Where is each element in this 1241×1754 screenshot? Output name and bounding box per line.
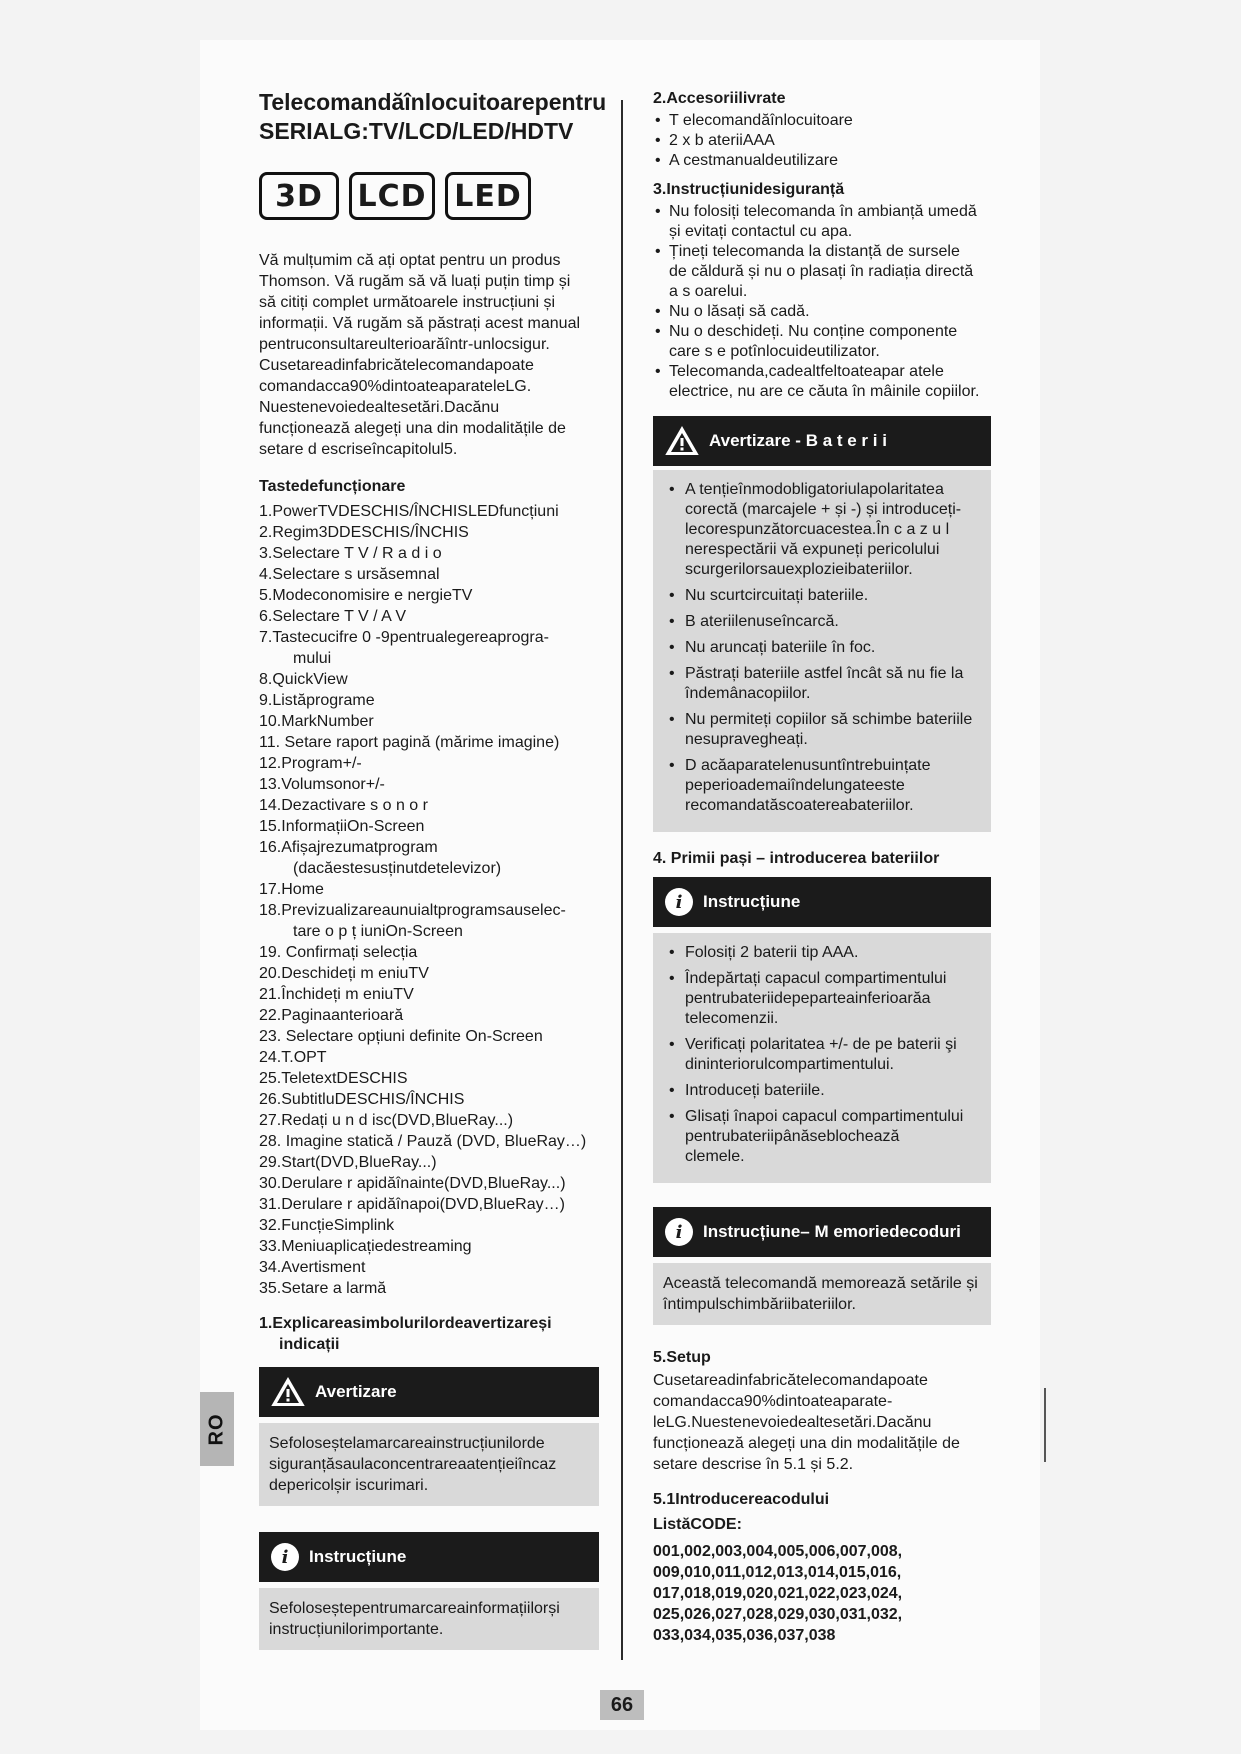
function-item: 22.Paginaanterioară <box>259 1007 404 1024</box>
battery-steps-list <box>663 943 981 1167</box>
intro-text: Vă mulțumim că ați optat pentru un produs Thomson. Vă rugăm să vă luați puțin timp și să citiți complet următoarele instrucțiuni și informații. Vă rugăm să păstrați acest manual pentruconsultareulterioarăîntr-unlocsigur. Cusetareadinfabricătelecomandapoate comandacca90%dintoateaparateleLG. Nuestenevoiedealtesetări.Dacănu funcționează alegeți una din modalitățile de setare d escriseîncapitolul5. <box>259 252 581 458</box>
title-line-2: SERIALG:TV/LCD/LED/HDTV <box>259 118 574 144</box>
list-item: • Verificați polaritatea +/- de pe baterii şi dininteriorulcompartimentului. <box>663 1035 981 1075</box>
warning-icon <box>665 426 699 456</box>
accessories-list <box>653 111 991 171</box>
code-list-label: ListăCODE: <box>653 1516 742 1533</box>
function-item: 21.Închideți m eniuTV <box>259 986 414 1003</box>
list-item: • Îndepărtați capacul compartimentului pentrubateriidepeparteainferioarăa telecomenzii. <box>663 969 981 1029</box>
setup-text: Cusetareadinfabricătelecomandapoate comandacca90%dintoateaparate- leLG.Nuestenevoiedealtesetări.Dacănu funcționează alegeți una din modalitățile de setare descrise în 5.1 și 5.2. <box>653 1372 960 1473</box>
battery-steps-box <box>653 933 991 1183</box>
function-item: 23. Selectare opțiuni definite On-Screen <box>259 1028 543 1045</box>
right-column <box>653 88 991 1646</box>
battery-warning-box <box>653 470 991 832</box>
memory-bar <box>653 1207 991 1257</box>
list-item: • A cestmanualdeutilizare <box>653 151 991 171</box>
function-item: 10.MarkNumber <box>259 713 374 730</box>
list-item: • A tențieînmodobligatoriulapolaritatea corectă (marcajele + și -) și introduceți- lecorespunzătorcuacestea.În c a z u l nerespectării vă expuneți pericolului scurgerilorsauexplozieibateriilor. <box>663 480 981 580</box>
list-item: • Nu o deschideți. Nu conține componente care s e potînlocuideutilizator. <box>653 322 991 362</box>
info-icon: i <box>271 1543 299 1571</box>
function-item: 13.Volumsonor+/- <box>259 776 385 793</box>
function-item: 26.SubtitluDESCHIS/ÎNCHIS <box>259 1091 465 1108</box>
list-item: • Nu folosiți telecomanda în ambianță umedă și evitați contactul cu apa. <box>653 202 991 242</box>
safety-list <box>653 202 991 402</box>
function-item: 5.Modeconomisire e nergieTV <box>259 587 473 604</box>
list-item: • Nu scurtcircuitați bateriile. <box>663 586 981 606</box>
function-item: 6.Selectare T V / A V <box>259 608 407 625</box>
function-item: 30.Derulare r apidăînainte(DVD,BlueRay...) <box>259 1175 566 1192</box>
function-item: 33.Meniuaplicațiedestreaming <box>259 1238 472 1255</box>
function-item: 9.Listăprograme <box>259 692 375 709</box>
function-item: 14.Dezactivare s o n o r <box>259 797 428 814</box>
function-item: 27.Redați u n d isc(DVD,BlueRay...) <box>259 1112 514 1129</box>
section-1 <box>259 1313 599 1650</box>
function-item: 7.Tastecucifre 0 -9pentrualegereaprogra- mului <box>259 629 549 667</box>
language-tab <box>200 1392 234 1466</box>
warning-bar <box>259 1367 599 1417</box>
section-5-heading: 5.Setup <box>653 1349 711 1366</box>
function-item: 34.Avertisment <box>259 1259 366 1276</box>
function-item: 20.Deschideți m eniuTV <box>259 965 429 982</box>
list-item: • Telecomanda,cadealtfeltoateapar atele electrice, nu are ce căuta în mâinile copiilor. <box>653 362 991 402</box>
functions-list <box>259 501 599 1299</box>
list-item: • Țineți telecomanda la distanță de sursele de căldură și nu o plasați în radiația directă a s oarelui. <box>653 242 991 302</box>
list-item: • Nu aruncați bateriile în foc. <box>663 638 981 658</box>
list-item: • Nu permiteți copiilor să schimbe bateriile nesupravegheați. <box>663 710 981 750</box>
margin-rule <box>1044 1388 1046 1462</box>
info-icon: i <box>665 888 693 916</box>
column-divider <box>621 100 623 1660</box>
function-item: 3.Selectare T V / R a d i o <box>259 545 442 562</box>
function-item: 31.Derulare r apidăînapoi(DVD,BlueRay…) <box>259 1196 565 1213</box>
info-label: Instrucțiune <box>309 1547 407 1566</box>
section-3-heading: 3.Instrucțiunidesiguranță <box>653 181 845 198</box>
function-item: 28. Imagine statică / Pauză (DVD, BlueRay…) <box>259 1133 587 1150</box>
battery-warning-bar <box>653 416 991 466</box>
language-tab-label: RO <box>205 1413 228 1445</box>
function-item: 18.Previzualizareaunuialtprogramsauselec- tare o p ț iuniOn-Screen <box>259 902 566 940</box>
left-column <box>259 88 607 1650</box>
warning-box: Sefoloseștelamarcareainstrucțiunilorde siguranțăsaulaconcentrareaatențieiîncaz depericolșir iscurimari. <box>259 1423 599 1506</box>
list-item: • 2 x b ateriiAAA <box>653 131 991 151</box>
function-item: 16.Afișajrezumatprogram (dacăestesusținutdetelevizor) <box>259 839 502 877</box>
list-item: • Introduceți bateriile. <box>663 1081 981 1101</box>
page-number: 66 <box>600 1690 644 1720</box>
info-icon: i <box>665 1218 693 1246</box>
section-1-heading: 1.Explicareasimbolurilordeavertizareși indicații <box>259 1315 552 1353</box>
title-line-1: Telecomandăînlocuitoarepentru <box>259 89 607 115</box>
function-item: 19. Confirmați selecția <box>259 944 418 961</box>
function-item: 32.FuncțieSimplink <box>259 1217 395 1234</box>
function-item: 35.Setare a larmă <box>259 1280 387 1297</box>
function-item: 17.Home <box>259 881 324 898</box>
battery-warning-label: Avertizare - B a t e r i i <box>709 431 887 450</box>
function-item: 1.PowerTVDESCHIS/ÎNCHISLEDfuncțiuni <box>259 503 559 520</box>
list-item: • Glisați înapoi capacul compartimentului pentrubateriipânăseblochează clemele. <box>663 1107 981 1167</box>
list-item: • D acăaparatelenusuntîntrebuințate peperioademaiîndelungateeste recomandatăscoatereabateriilor. <box>663 756 981 816</box>
warning-label: Avertizare <box>315 1382 397 1401</box>
warning-icon <box>271 1377 305 1407</box>
function-item: 2.Regim3DDESCHIS/ÎNCHIS <box>259 524 469 541</box>
function-item: 25.TeletextDESCHIS <box>259 1070 408 1087</box>
logo-3d: 3D <box>259 172 339 220</box>
info-box: Sefoloseștepentrumarcareainformațiilorși instrucțiunilorimportante. <box>259 1588 599 1650</box>
function-item: 24.T.OPT <box>259 1049 327 1066</box>
function-item: 29.Start(DVD,BlueRay...) <box>259 1154 437 1171</box>
function-item: 4.Selectare s ursăsemnal <box>259 566 440 583</box>
function-item: 8.QuickView <box>259 671 348 688</box>
function-item: 12.Program+/- <box>259 755 362 772</box>
function-item: 15.InformațiiOn-Screen <box>259 818 425 835</box>
battery-info-bar <box>653 877 991 927</box>
list-item: • Folosiți 2 baterii tip AAA. <box>663 943 981 963</box>
battery-info-label: Instrucțiune <box>703 892 801 911</box>
feature-logos <box>259 172 599 220</box>
memory-label: Instrucțiune– M emoriedecoduri <box>703 1222 961 1241</box>
code-list: 001,002,003,004,005,006,007,008, 009,010,011,012,013,014,015,016, 017,018,019,020,021,022,023,024, 025,026,027,028,029,030,031,032, 033,034,035,036,037,038 <box>653 1543 903 1644</box>
section-5-1-heading: 5.1Introducereacodului <box>653 1491 830 1508</box>
list-item: • Nu o lăsați să cadă. <box>653 302 991 322</box>
list-item: • Păstrați bateriile astfel încât să nu fie la îndemânacopiilor. <box>663 664 981 704</box>
logo-led: LED <box>445 172 531 220</box>
battery-warning-list <box>663 480 981 816</box>
section-2-heading: 2.Accesoriilivrate <box>653 90 786 107</box>
section-4-heading: 4. Primii pași – introducerea bateriilor <box>653 850 940 867</box>
list-item: • T elecomandăînlocuitoare <box>653 111 991 131</box>
memory-box: Această telecomandă memorează setările și întimpulschimbăriibateriilor. <box>653 1263 991 1325</box>
functions-heading: Tastedefuncționare <box>259 478 406 495</box>
info-bar <box>259 1532 599 1582</box>
logo-lcd: LCD <box>349 172 435 220</box>
function-item: 11. Setare raport pagină (mărime imagine) <box>259 734 560 751</box>
list-item: • B ateriilenuseîncarcă. <box>663 612 981 632</box>
page-title <box>259 88 607 146</box>
